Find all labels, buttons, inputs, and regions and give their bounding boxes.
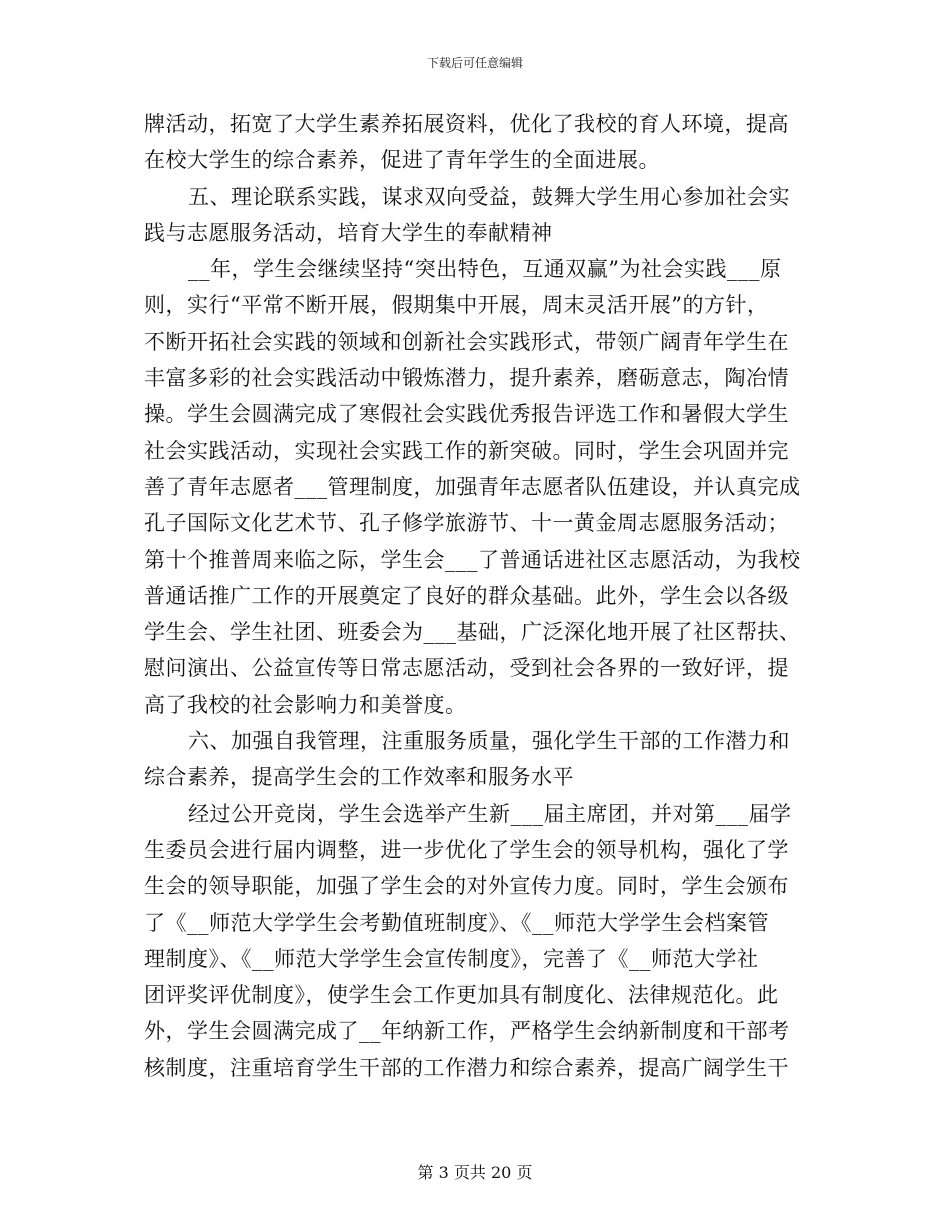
text-line: 孔子国际文化艺术节、孔子修学旅游节、十一黄金周志愿服务活动； — [144, 511, 789, 536]
text-line: 生委员会进行届内调整，进一步优化了学生会的领导机构，强化了学 — [144, 837, 789, 862]
text-line: 五、理论联系实践，谋求双向受益，鼓舞大学生用心参加社会实 — [188, 184, 790, 209]
text-line: 学生会、学生社团、班委会为___基础，广泛深化地开展了社区帮扶、 — [144, 620, 801, 645]
text-line: 社会实践活动，实现社会实践工作的新突破。同时，学生会巩固并完 — [144, 438, 789, 463]
text-line: 操。学生会圆满完成了寒假社会实践优秀报告评选工作和暑假大学生 — [144, 402, 789, 427]
text-line: 普通话推广工作的开展奠定了良好的群众基础。此外，学生会以各级 — [144, 583, 789, 608]
text-line: 第十个推普周来临之际，学生会___了普通话进社区志愿活动，为我校 — [144, 547, 801, 572]
text-line: 核制度，注重培育学生干部的工作潜力和综合素养，提高广阔学生干 — [144, 1055, 789, 1080]
text-line: __年，学生会继续坚持“突出特色，互通双赢”为社会实践___原 — [188, 257, 782, 282]
text-line: 则，实行“平常不断开展，假期集中开展，周末灵活开展”的方针， — [144, 293, 769, 318]
text-line: 丰富多彩的社会实践活动中锻炼潜力，提升素养，磨砺意志，陶冶情 — [144, 366, 789, 391]
document-body — [144, 106, 804, 1086]
text-line: 外，学生会圆满完成了__年纳新工作，严格学生会纳新制度和干部考 — [144, 1019, 790, 1044]
text-line: 高了我校的社会影响力和美誉度。 — [144, 692, 467, 717]
text-line: 践与志愿服务活动，培育大学生的奉献精神 — [144, 220, 553, 245]
text-line: 了《__师范大学学生会考勤值班制度》、《__师范大学学生会档案管 — [144, 910, 769, 935]
text-line: 经过公开竞岗，学生会选举产生新___届主席团，并对第___届学 — [188, 801, 792, 826]
text-line: 在校大学生的综合素养，促进了青年学生的全面进展。 — [144, 148, 660, 173]
text-line: 慰问演出、公益宣传等日常志愿活动，受到社会各界的一致好评，提 — [144, 656, 789, 681]
text-line: 不断开拓社会实践的领域和创新社会实践形式，带领广阔青年学生在 — [144, 329, 789, 354]
text-line: 理制度》、《__师范大学学生会宣传制度》，完善了《__师范大学社 — [144, 946, 759, 971]
text-line: 牌活动，拓宽了大学生素养拓展资料，优化了我校的育人环境，提高 — [144, 112, 789, 136]
text-line: 六、加强自我管理，注重服务质量，强化学生干部的工作潜力和 — [188, 729, 790, 754]
text-line: 生会的领导职能，加强了学生会的对外宣传力度。同时，学生会颁布 — [144, 874, 789, 899]
page-header: 下载后可任意编辑 — [426, 56, 523, 70]
text-line: 善了青年志愿者___管理制度，加强青年志愿者队伍建设，并认真完成 — [144, 474, 801, 499]
page-footer: 第 3 页共 20 页 — [417, 1163, 533, 1182]
text-line: 团评奖评优制度》，使学生会工作更加具有制度化、法律规范化。此 — [144, 983, 779, 1008]
text-line: 综合素养，提高学生会的工作效率和服务水平 — [144, 765, 574, 790]
